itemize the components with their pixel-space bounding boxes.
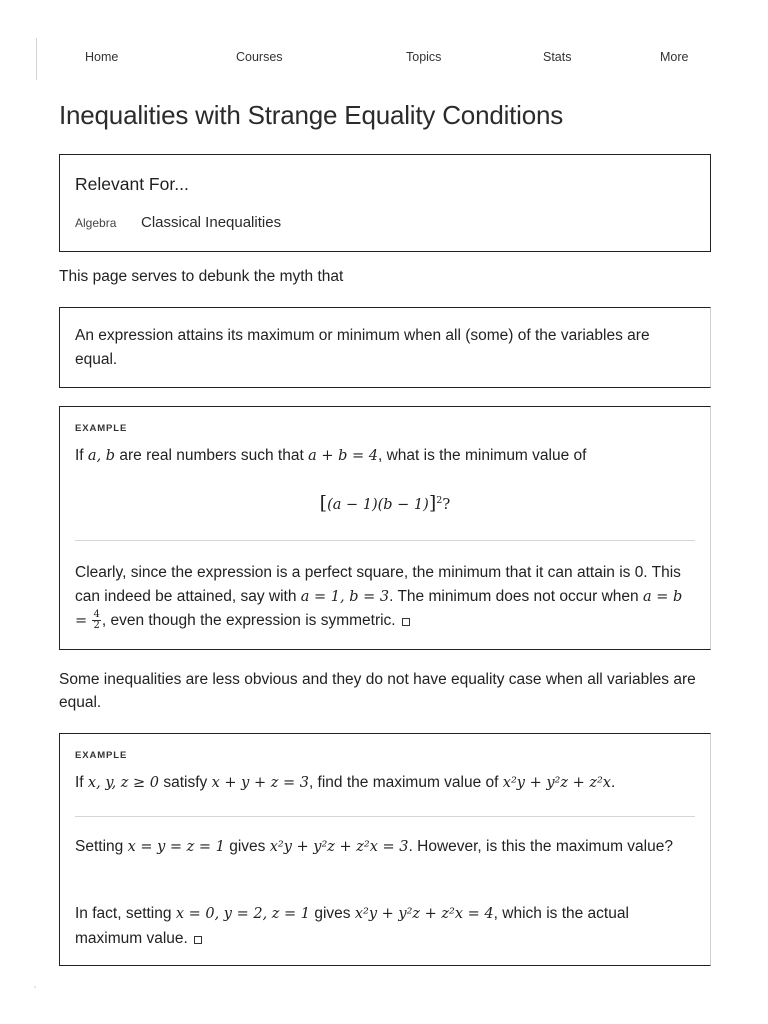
example-label: EXAMPLE [75, 750, 128, 761]
myth-text: An expression attains its maximum or minimum when all (some) of the variables are equal. [75, 327, 650, 368]
example-1-divider [75, 540, 695, 541]
relevant-heading: Relevant For... [75, 174, 189, 194]
nav-topics[interactable]: Topics [406, 50, 442, 64]
relevant-for-box [59, 154, 711, 252]
topic-link-algebra[interactable]: Algebra [75, 216, 117, 230]
example-2-solution-2: In fact, setting x = 0, y = 2, z = 1 gives x²y + y²z + z²x = 4, which is the actual maximum value. [75, 905, 629, 947]
example-1-solution: Clearly, since the expression is a perfect square, the minimum that it can attain is 0. This can indeed be attained, say with a = 1, b = 3. The minimum does not occur when a = b = $\frac{4}{2}$ , even though the expression is symmetric. [75, 564, 683, 632]
middle-text: Some inequalities are less obvious and they do not have equality case when all variables are equal. [59, 671, 696, 711]
qed-icon [194, 936, 202, 944]
skill-link-classical-inequalities[interactable]: Classical Inequalities [141, 214, 282, 231]
nav-stats[interactable]: Stats [543, 50, 572, 64]
fraction: $\frac{4}{2}$ [93, 609, 100, 632]
page-mark [34, 986, 36, 988]
example-2-question: If x, y, z ≥ 0 satisfy x + y + z = 3, find the maximum value of x²y + y²z + z²x. [75, 774, 616, 791]
example-1-display-math: $[(a - 1)(b - 1)]^2$? [319, 492, 451, 514]
example-2-solution-1: Setting x = y = z = 1 gives x²y + y²z + z²x = 3. However, is this the maximum value? [75, 838, 673, 855]
myth-box [59, 307, 711, 388]
nav-courses[interactable]: Courses [236, 50, 283, 64]
nav-more[interactable]: More [660, 50, 689, 64]
page-title: Inequalities with Strange Equality Conditions [59, 100, 564, 130]
example-1-question: If a, b are real numbers such that a + b = 4, what is the minimum value of [75, 447, 587, 464]
example-2-box [59, 733, 711, 966]
example-1-box [59, 406, 711, 650]
intro-text: This page serves to debunk the myth that [59, 268, 344, 285]
top-navigation [0, 50, 768, 66]
example-label: EXAMPLE [75, 423, 128, 434]
qed-icon [402, 618, 410, 626]
example-2-divider [75, 816, 695, 817]
nav-home[interactable]: Home [85, 50, 119, 64]
